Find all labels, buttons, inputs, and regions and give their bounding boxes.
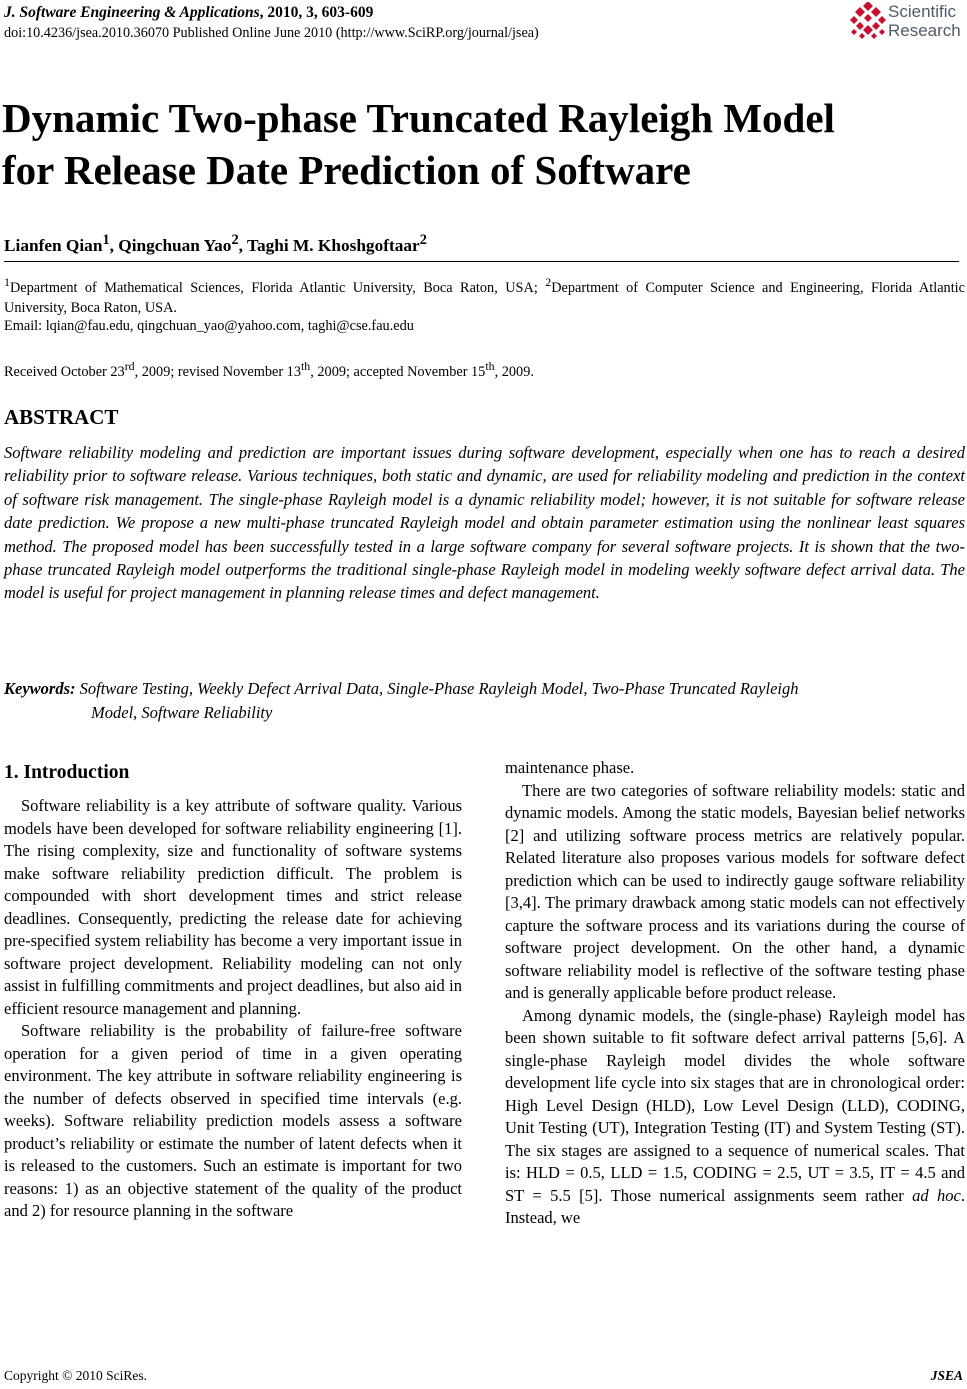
logo-diamond-shape [864, 14, 872, 22]
author-separator: , [238, 235, 247, 255]
paper-title-line1: Dynamic Two-phase Truncated Rayleigh Model [2, 95, 835, 141]
keywords-line2: Model, Software Reliability [91, 702, 273, 722]
keywords-label: Keywords: [4, 679, 76, 698]
ordinal-suffix: th [485, 359, 495, 373]
publisher-logo [848, 2, 966, 42]
abstract-body: Software reliability modeling and prediction are important issues during software development, especially when one has to reach a desired reliability prior to software release. Various techniques, both static and dynamic, are used for reliability modeling and prediction in the context of software risk management. The single-phase Rayleigh model is a dynamic reliability model; however, it is not suitable for software release date prediction. We propose a new multi-phase truncated Rayleigh model and obtain parameter estimation using the nonlinear least squares method. The proposed model has been successfully tested in a large software company for several software projects. It is shown that the two-phase truncated Rayleigh model outperforms the traditional single-phase Rayleigh model in modeling weekly software defect arrival data. The model is useful for project management in planning release times and defect management. [4, 443, 965, 603]
paper-title [2, 92, 962, 196]
logo-diamond-shape [850, 16, 858, 24]
logo-diamond-shape [851, 29, 857, 35]
logo-diamond-shape [863, 2, 873, 11]
intro-paragraph-2-continued: maintenance phase. [505, 758, 635, 777]
intro-paragraph-3: There are two categories of software reliability models: static and dynamic models. Among the static models, Bayesian belief networks [2] and utilizing software process metrics are relatively popular. Related literature also proposes various models for software defect prediction which can be used to indirectly gauge software reliability [3,4]. The primary drawback among static models can not effectively capture the software process and its variations during the course of software project development. On the other hand, a dynamic software reliability model is reflective of the software testing phase and is generally applicable before product release. [505, 780, 965, 1002]
logo-diamond-shape [872, 22, 880, 30]
received-dates [4, 356, 534, 382]
affil-marker: 1 [4, 275, 10, 289]
affiliation-2: Department of Computer Science and Engineering, Florida Atlantic University, Boca Raton, USA. [4, 279, 965, 316]
section-heading-introduction: 1. Introduction [4, 762, 130, 783]
intro-paragraph-4-text: Among dynamic models, the (single-phase) Rayleigh model has been shown suitable to fit software defect arrival patterns [5,6]. A single-phase Rayleigh model divides the whole software development life cycle into six stages that are in chronological order: High Level Design (HLD), Low Level Design (LLD), CODING, Unit Testing (UT), Integration Testing (IT) and System Testing (ST). The six stages are assigned to a sequence of numerical scales. That is: HLD = 0.5, LLD = 1.5, CODING = 2.5, UT = 3.5, IT = 4.5 and ST = 5.5 [5]. Those numerical assignments seem rather [505, 1005, 965, 1205]
logo-diamond-shape [871, 33, 877, 39]
author-affil-marker: 2 [419, 232, 427, 248]
left-column [4, 760, 462, 1223]
logo-text-line2: Research [888, 20, 961, 40]
author-name: Taghi M. Khoshgoftaar [247, 235, 420, 255]
author-list [4, 229, 427, 257]
header-divider [4, 261, 959, 262]
author-affil-marker: 1 [102, 232, 110, 248]
journal-abbreviation-footer: JSEA [930, 1368, 963, 1383]
keywords [4, 677, 965, 724]
logo-diamond-shape [855, 7, 865, 17]
accepted-text: , 2009; accepted November 15 [310, 363, 486, 380]
received-text: Received October 23 [4, 363, 125, 380]
author-name: Qingchuan Yao [118, 235, 232, 255]
intro-paragraph-4 [505, 1005, 965, 1230]
logo-diamond-shape [863, 25, 873, 35]
ordinal-suffix: th [300, 359, 311, 373]
abstract-heading: ABSTRACT [4, 405, 119, 429]
author-separator: , [109, 235, 119, 255]
logo-diamond-shape [871, 7, 881, 17]
doi-line: doi:10.4236/jsea.2010.36070 Published Online June 2010 (http://www.SciRP.org/journal/jsea) [4, 25, 539, 41]
affil-marker: 2 [545, 275, 552, 289]
ad-hoc-emphasis: ad hoc [912, 1185, 961, 1205]
affiliation-1: Department of Mathematical Sciences, Florida Atlantic University, Boca Raton, USA; [9, 279, 546, 296]
received-end: , 2009. [494, 363, 534, 380]
author-affil-marker: 2 [231, 232, 239, 248]
logo-diamond-shape [879, 29, 885, 35]
journal-volume-pages: , 2010, 3, 603-609 [259, 4, 374, 21]
journal-citation [4, 4, 373, 22]
affiliations [4, 272, 965, 318]
email-line: Email: lqian@fau.edu, qingchuan_yao@yahoo.com, taghi@cse.fau.edu [4, 318, 414, 334]
paper-title-line2: for Release Date Prediction of Software [2, 147, 691, 193]
logo-diamond-shape [878, 16, 886, 24]
copyright-footer: Copyright © 2010 SciRes. [4, 1368, 148, 1383]
author-name: Lianfen Qian [4, 235, 103, 255]
logo-diamond-shape [859, 33, 865, 39]
logo-text-line1: Scientific [888, 2, 957, 21]
intro-paragraph-4-end: . Instead, we [505, 1185, 966, 1227]
intro-paragraph-2: Software reliability is the probability of failure-free software operation for a given period of time in a given operating environment. The key attribute in software reliability engineering is the number of defects observed in specified time intervals (e.g. weeks). Software reliability prediction models assess a software product’s reliability or estimate the number of latent defects when it is released to the customers. Such an estimate is important for two reasons: 1) as an objective statement of the quality of the product and 2) for resource planning in the software [4, 1021, 462, 1220]
journal-name: J. Software Engineering & Applications [4, 4, 260, 21]
revised-text: , 2009; revised November 13 [134, 363, 301, 380]
intro-paragraph-1: Software reliability is a key attribute of software quality. Various models have been developed for software reliability engineering [1]. The rising complexity, size and functionality of software systems make software reliability prediction difficult. The problem is compounded with short development times and strict release deadlines. Consequently, predicting the release date for achieving pre-specified system reliability has become a very important issue in software project development. Reliability modeling can not only assist in fulfilling commitments and project deadlines, but also aid in efficient resource management and planning. [4, 796, 462, 1018]
logo-text [888, 3, 961, 40]
keywords-line1: Software Testing, Weekly Defect Arrival Data, Single-Phase Rayleigh Model, Two-Phase Truncated Rayleigh [79, 679, 799, 698]
scientific-research-logo-icon [848, 2, 888, 42]
ordinal-suffix: rd [124, 359, 135, 373]
right-column [505, 757, 965, 1230]
logo-diamond-shape [856, 22, 864, 30]
